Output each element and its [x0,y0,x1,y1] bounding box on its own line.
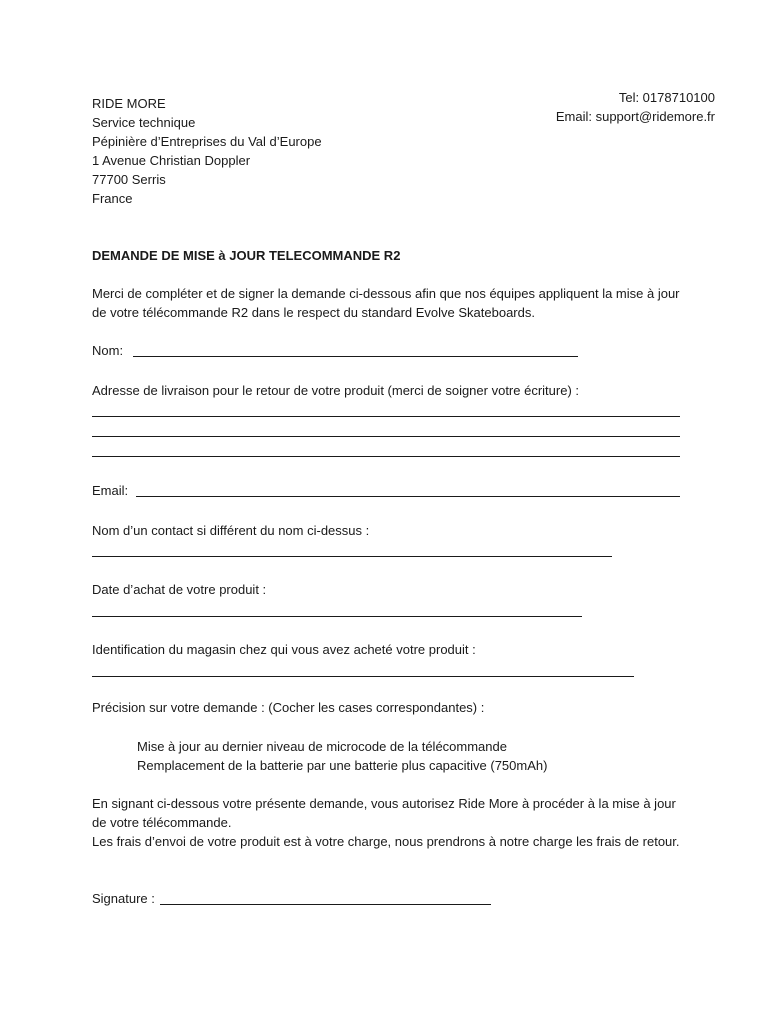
contact-tel: Tel: 0178710100 [618,90,715,105]
email-label: Email: [92,483,129,498]
date-label: Date d’achat de votre produit : [92,582,267,597]
address-company: RIDE MORE [92,96,166,111]
address-country: France [92,191,133,206]
contact-block [556,88,715,126]
signature-label: Signature : [92,891,155,906]
precision-label: Précision sur votre demande : (Cocher les cases correspondantes) : [92,700,485,715]
contact-line[interactable] [92,556,612,557]
address-building: Pépinière d’Entreprises du Val d’Europe [92,134,322,149]
address-block [92,94,322,208]
nom-label: Nom: [92,343,124,358]
page-title: DEMANDE DE MISE à JOUR TELECOMMANDE R2 [92,248,401,263]
adresse-line-2[interactable] [92,436,680,437]
address-city: 77700 Serris [92,172,166,187]
intro-text: Merci de compléter et de signer la demande ci-dessous afin que nos équipes appliquent la mise à jour de votre télécommande R2 dans le respect du standard Evolve Skateboards. [92,286,680,320]
shipping-text: Les frais d’envoi de votre produit est à votre charge, nous prendrons à notre charge les frais de retour. [92,834,680,849]
address-street: 1 Avenue Christian Doppler [92,153,251,168]
option-microcode[interactable]: Mise à jour au dernier niveau de microcode de la télécommande [137,739,507,754]
signature-line[interactable] [160,904,491,905]
contact-email: Email: support@ridemore.fr [555,109,715,124]
email-line[interactable] [136,496,680,497]
contact-label: Nom d’un contact si différent du nom ci-dessus : [92,523,370,538]
authorization-text: En signant ci-dessous votre présente demande, vous autorisez Ride More à procéder à la mise à jour de votre télécommande. [92,796,676,830]
option-batterie[interactable]: Remplacement de la batterie par une batterie plus capacitive (750mAh) [137,758,548,773]
nom-line[interactable] [133,356,578,357]
adresse-line-3[interactable] [92,456,680,457]
magasin-line[interactable] [92,676,634,677]
adresse-label: Adresse de livraison pour le retour de votre produit (merci de soigner votre écriture) : [92,383,579,398]
magasin-label: Identification du magasin chez qui vous avez acheté votre produit : [92,642,476,657]
date-line[interactable] [92,616,582,617]
adresse-line-1[interactable] [92,416,680,417]
address-department: Service technique [92,115,196,130]
